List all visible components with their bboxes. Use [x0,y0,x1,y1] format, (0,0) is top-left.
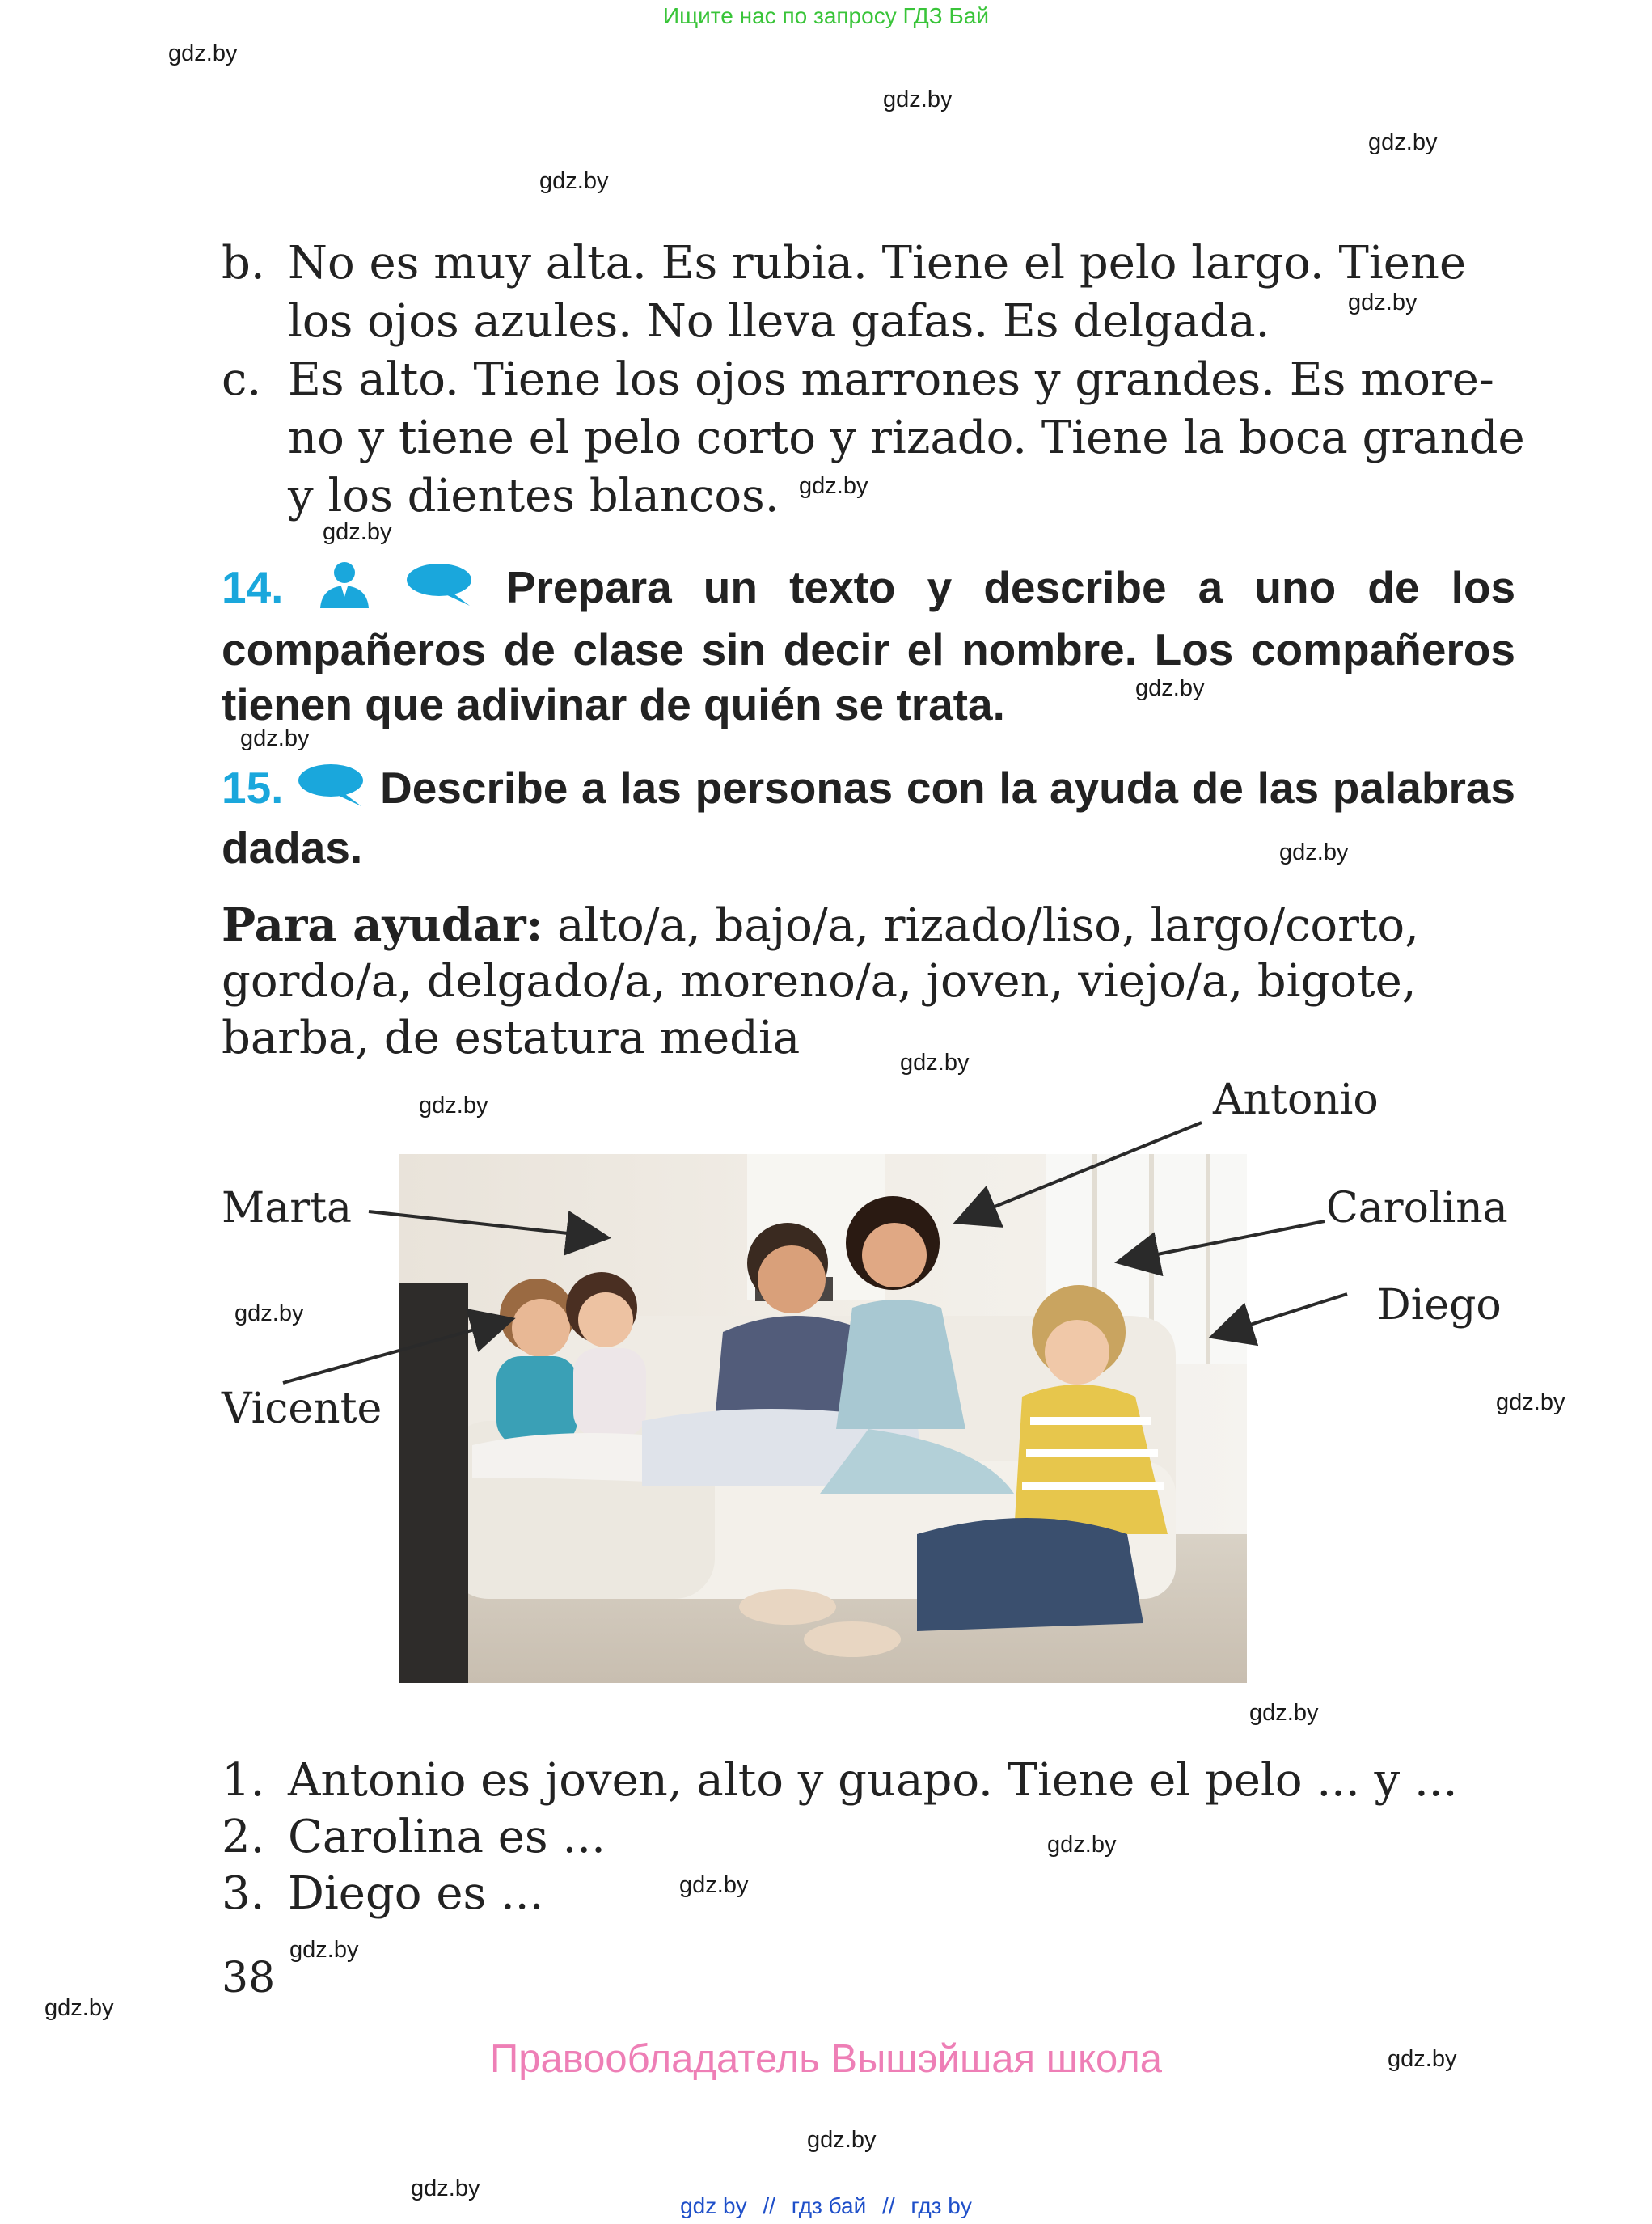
watermark: gdz.by [411,2175,480,2201]
arrow-marta [369,1211,605,1237]
watermark: gdz.by [799,473,868,499]
sentence-text: Antonio es joven, alto y guapo. Tiene el pelo ... y ... [288,1754,1458,1807]
watermark: gdz.by [807,2127,877,2153]
label-marta: Marta [222,1184,353,1233]
help-label: Para ayudar: [222,898,543,952]
item-c-line: Es alto. Tiene los ojos marrones y grandes. Es more- [288,353,1494,406]
label-vicente: Vicente [222,1385,382,1433]
footer-link[interactable]: gdz by [680,2193,747,2218]
exercise-instruction: Describe a las personas con la ayuda de las palabras dadas. [222,763,1516,873]
watermark: gdz.by [539,168,609,194]
item-c-letter: c. [222,353,262,406]
arrow-diego [1215,1294,1347,1336]
watermark: gdz.by [44,1995,114,2021]
sentence-text: Diego es ... [288,1867,544,1920]
watermark: gdz.by [419,1093,488,1118]
footer-separator: // [882,2193,895,2218]
watermark: gdz.by [240,725,310,751]
watermark: gdz.by [1279,839,1349,865]
help-words: alto/a, bajo/a, rizado/liso, largo/corto, [557,899,1419,952]
watermark: gdz.by [289,1937,359,1963]
sentence-number: 2. [222,1811,265,1863]
help-line: gordo/a, delgado/a, moreno/a, joven, viejo/a, bigote, [222,955,1417,1008]
item-b-line: No es muy alta. Es rubia. Tiene el pelo largo. Tiene [288,237,1467,290]
item-c-line: y los dientes blancos. [288,470,780,522]
watermark: gdz.by [679,1872,749,1898]
watermark: gdz.by [234,1300,304,1326]
header-search-note: Ищите нас по запросу ГДЗ Бай [662,3,990,28]
watermark: gdz.by [883,87,953,112]
watermark: gdz.by [1368,129,1438,155]
footer-link[interactable]: гдз by [911,2193,972,2218]
watermark: gdz.by [1388,2046,1457,2072]
label-antonio: Antonio [1213,1076,1379,1124]
exercise-number: 14. [222,562,284,613]
copyright-note: Правообладатель Вышэйшая школа [489,2037,1163,2081]
arrow-antonio [959,1123,1202,1221]
item-b-line: los ojos azules. No lleva gafas. Es delgada. [288,295,1270,348]
watermark: gdz.by [1348,290,1418,315]
footer-links [0,2193,1652,2219]
watermark: gdz.by [1249,1700,1319,1726]
watermark: gdz.by [1135,675,1205,701]
label-diego: Diego [1377,1281,1502,1330]
page-number: 38 [222,1954,276,2002]
footer-link[interactable]: гдз бай [791,2193,867,2218]
sentence-text: Carolina es ... [288,1811,606,1863]
arrow-carolina [1121,1221,1325,1262]
exercise-instruction: Prepara un texto y describe a uno de los compañeros de clase sin decir el nombre. Los compañeros tienen que adivinar de quién se trata. [222,562,1516,729]
sentence-number: 1. [222,1754,265,1807]
watermark: gdz.by [1496,1389,1565,1415]
label-carolina: Carolina [1326,1184,1508,1233]
item-c-line: no y tiene el pelo corto y rizado. Tiene la boca grande [288,412,1525,464]
arrow-vicente [283,1320,509,1383]
watermark: gdz.by [900,1050,970,1076]
watermark: gdz.by [1047,1832,1117,1858]
watermark: gdz.by [168,40,238,66]
exercise-number: 15. [222,763,284,813]
footer-separator: // [763,2193,775,2218]
item-b-letter: b. [222,237,265,290]
help-line: barba, de estatura media [222,1012,801,1064]
sentence-number: 3. [222,1867,265,1920]
watermark: gdz.by [323,519,392,545]
